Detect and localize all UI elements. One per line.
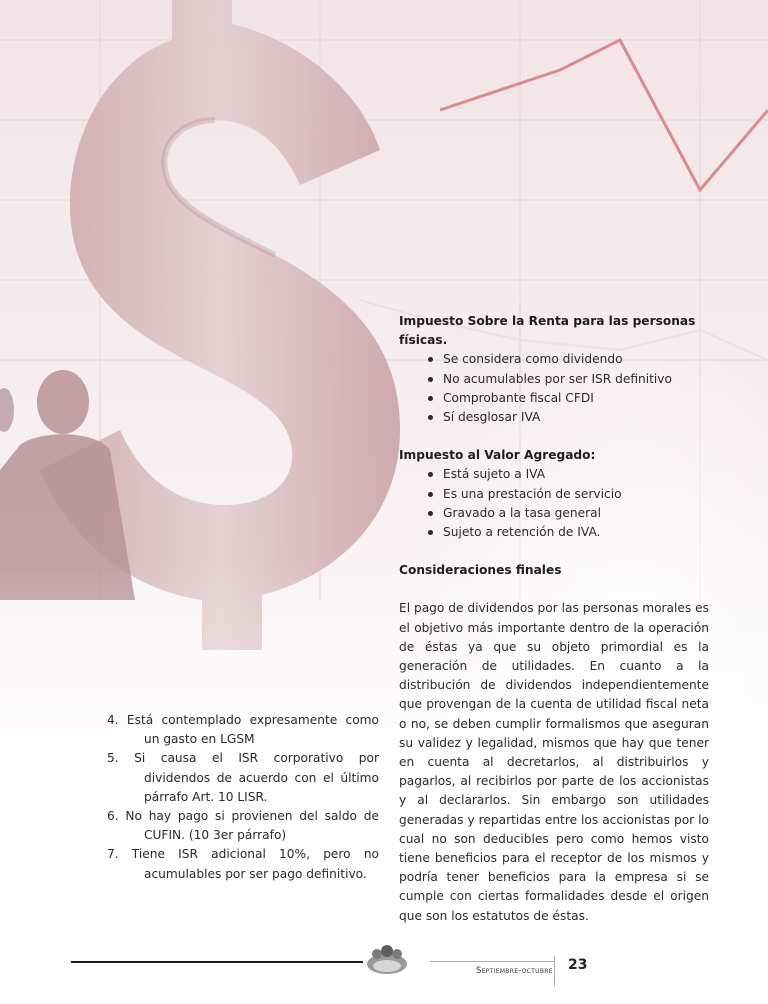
list-item: Es una prestación de servicio	[425, 485, 709, 504]
left-column	[107, 711, 379, 884]
final-considerations-heading: Consideraciones finales	[399, 563, 562, 578]
list-item: Se considera como dividendo	[425, 350, 709, 369]
list-item: 5. Si causa el ISR corporativo por dividendos de acuerdo con el último párrafo Art. 10 LISR.	[107, 751, 379, 804]
publisher-logo-icon	[363, 944, 411, 976]
list-item: No acumulables por ser ISR definitivo	[425, 370, 709, 389]
list-item: Sí desglosar IVA	[425, 408, 709, 427]
list-item: Está sujeto a IVA	[425, 465, 709, 484]
list-item: 4. Está contemplado expresamente como un gasto en LGSM	[107, 713, 379, 747]
list-item: 6. No hay pago si provienen del saldo de CUFIN. (10 3er párrafo)	[107, 809, 379, 843]
isr-heading: Impuesto Sobre la Renta para las personas físicas.	[399, 314, 696, 348]
list-item: 7. Tiene ISR adicional 10%, pero no acumulables por ser pago definitivo.	[107, 847, 379, 881]
right-column	[399, 312, 709, 926]
footer-rule-left	[71, 961, 363, 963]
isr-bullet-list	[399, 350, 709, 427]
footer-rule-right	[430, 961, 554, 962]
iva-bullet-list	[399, 465, 709, 542]
page-number: 23	[568, 957, 588, 973]
list-item: Comprobante fiscal CFDI	[425, 389, 709, 408]
footer-divider	[554, 956, 555, 986]
numbered-list	[107, 711, 379, 884]
final-considerations-paragraph: El pago de dividendos por las personas morales es el objetivo más importante dentro de la operación de éstas ya que su objeto primordial es la generación de utilidades. En cuanto a la distribución de dividendos independientemente que provengan de la cuenta de utilidad fiscal neta o no, se deben cumplir formalismos que aseguran su validez y legalidad, mismos que hay que tener en cuenta al decretarlos, al distribuirlos y pagarlos, al recibirlos por parte de los accionistas y al declararlos. Sin embargo son utilidades generadas y repartidas entre los accionistas por lo cual no son deducibles pero como hemos visto tiene beneficios para el receptor de los mismos y podría tener beneficios para la empresa si se cumple con ciertas formalidades desde el origen que son los estatutos de éstas.	[399, 601, 709, 923]
iva-heading: Impuesto al Valor Agregado:	[399, 448, 596, 463]
list-item: Gravado a la tasa general	[425, 504, 709, 523]
list-item: Sujeto a retención de IVA.	[425, 523, 709, 542]
issue-label: Septiembre-octubre	[476, 966, 553, 976]
